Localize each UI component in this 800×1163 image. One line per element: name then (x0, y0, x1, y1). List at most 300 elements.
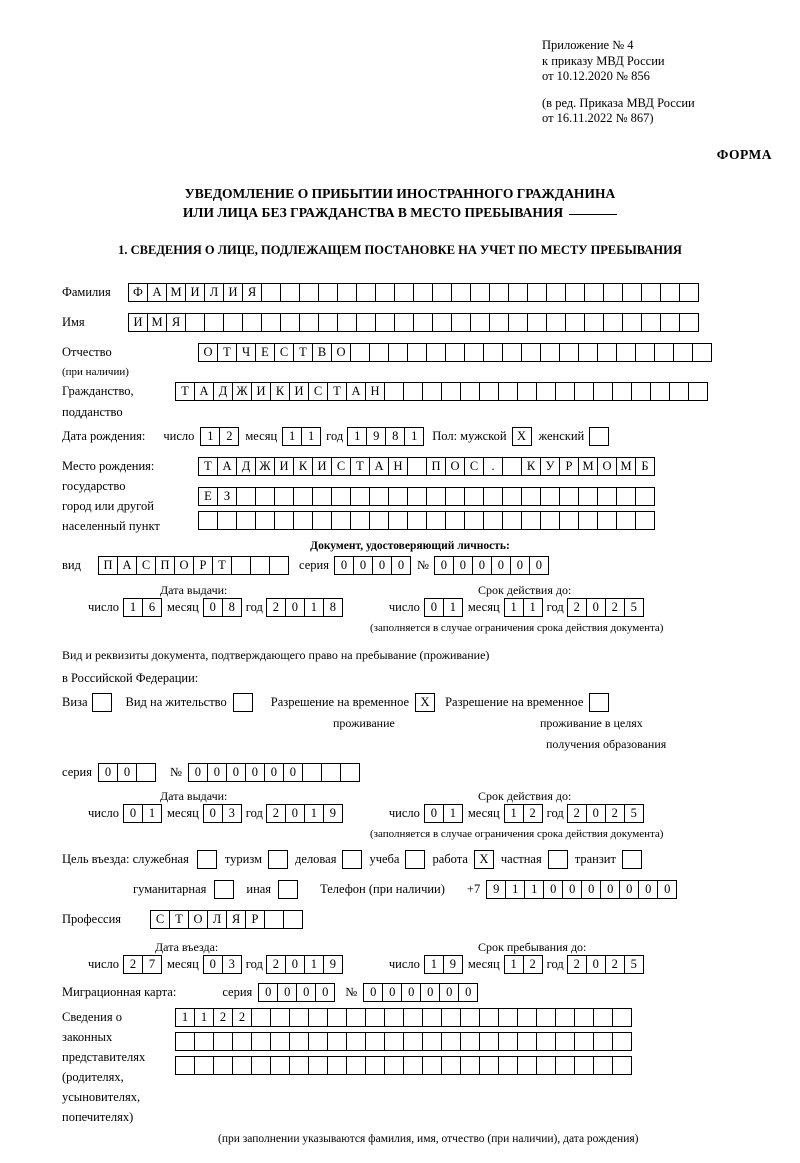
char-cell[interactable] (388, 343, 408, 362)
char-cell[interactable] (578, 487, 598, 506)
char-cell[interactable] (407, 511, 427, 530)
char-cell[interactable] (289, 1032, 309, 1051)
char-cell[interactable]: 3 (222, 955, 242, 974)
char-cell[interactable] (692, 343, 712, 362)
char-cell[interactable] (403, 1008, 423, 1027)
char-cell[interactable] (464, 343, 484, 362)
char-cell[interactable] (384, 1056, 404, 1075)
char-cell[interactable]: 1 (194, 1008, 214, 1027)
char-cell[interactable]: 9 (323, 804, 343, 823)
char-cell[interactable]: 7 (142, 955, 162, 974)
char-cell[interactable] (388, 511, 408, 530)
char-cell[interactable]: В (312, 343, 332, 362)
char-cell[interactable]: 0 (472, 556, 492, 575)
char-cell[interactable] (321, 763, 341, 782)
input-citizenship[interactable] (175, 382, 708, 401)
char-cell[interactable] (175, 1056, 195, 1075)
char-cell[interactable]: 1 (301, 427, 321, 446)
char-cell[interactable]: К (293, 457, 313, 476)
char-cell[interactable]: О (198, 343, 218, 362)
char-cell[interactable] (270, 1056, 290, 1075)
char-cell[interactable]: А (194, 382, 214, 401)
char-cell[interactable] (356, 313, 376, 332)
char-cell[interactable]: 1 (282, 427, 302, 446)
char-cell[interactable] (236, 511, 256, 530)
char-cell[interactable] (536, 1056, 556, 1075)
char-cell[interactable]: 1 (524, 880, 544, 899)
char-cell[interactable]: 0 (391, 556, 411, 575)
char-cell[interactable] (299, 283, 319, 302)
char-cell[interactable] (612, 1032, 632, 1051)
checkbox-purpose-transit[interactable] (622, 850, 642, 869)
char-cell[interactable] (236, 487, 256, 506)
char-cell[interactable]: 0 (264, 763, 284, 782)
char-cell[interactable] (612, 382, 632, 401)
char-cell[interactable]: О (445, 457, 465, 476)
char-cell[interactable] (432, 313, 452, 332)
char-cell[interactable]: Я (226, 910, 246, 929)
char-cell[interactable] (318, 313, 338, 332)
char-cell[interactable]: 0 (543, 880, 563, 899)
checkbox-edu-residence[interactable] (589, 693, 609, 712)
char-cell[interactable] (232, 1032, 252, 1051)
char-cell[interactable]: 0 (207, 763, 227, 782)
char-cell[interactable]: Ф (128, 283, 148, 302)
char-cell[interactable]: 1 (304, 955, 324, 974)
char-cell[interactable]: Л (204, 283, 224, 302)
char-cell[interactable]: П (98, 556, 118, 575)
char-cell[interactable]: 1 (443, 598, 463, 617)
char-cell[interactable] (312, 487, 332, 506)
char-cell[interactable] (635, 343, 655, 362)
char-cell[interactable] (536, 1032, 556, 1051)
checkbox-purpose-humanitarian[interactable] (214, 880, 234, 899)
checkbox-temp-residence[interactable]: Х (415, 693, 435, 712)
char-cell[interactable] (261, 283, 281, 302)
char-cell[interactable]: 2 (266, 598, 286, 617)
char-cell[interactable]: Н (365, 382, 385, 401)
char-cell[interactable]: Т (217, 343, 237, 362)
input-doc-valid-month[interactable] (504, 598, 543, 617)
char-cell[interactable] (441, 1008, 461, 1027)
input-migration-number[interactable] (363, 983, 478, 1002)
input-birth-day[interactable] (200, 427, 239, 446)
input-doc-issue-year[interactable] (266, 598, 343, 617)
char-cell[interactable] (502, 343, 522, 362)
char-cell[interactable] (451, 313, 471, 332)
char-cell[interactable] (479, 1032, 499, 1051)
char-cell[interactable]: 0 (188, 763, 208, 782)
char-cell[interactable]: Я (166, 313, 186, 332)
char-cell[interactable]: 1 (505, 880, 525, 899)
char-cell[interactable]: Я (242, 283, 262, 302)
char-cell[interactable] (622, 283, 642, 302)
char-cell[interactable] (270, 1008, 290, 1027)
char-cell[interactable] (384, 382, 404, 401)
char-cell[interactable]: 2 (523, 955, 543, 974)
char-cell[interactable]: Р (193, 556, 213, 575)
char-cell[interactable]: И (251, 382, 271, 401)
char-cell[interactable] (280, 313, 300, 332)
input-doc-issue-day[interactable] (123, 598, 162, 617)
char-cell[interactable] (175, 1032, 195, 1051)
checkbox-visa[interactable] (92, 693, 112, 712)
char-cell[interactable]: 0 (491, 556, 511, 575)
input-doc-number[interactable] (434, 556, 549, 575)
char-cell[interactable] (540, 343, 560, 362)
char-cell[interactable] (483, 487, 503, 506)
input-legal-rep-row2[interactable] (175, 1032, 632, 1051)
char-cell[interactable] (407, 487, 427, 506)
char-cell[interactable]: 0 (315, 983, 335, 1002)
char-cell[interactable]: 1 (404, 427, 424, 446)
char-cell[interactable]: 8 (323, 598, 343, 617)
char-cell[interactable] (483, 511, 503, 530)
char-cell[interactable]: 1 (200, 427, 220, 446)
char-cell[interactable] (593, 1056, 613, 1075)
char-cell[interactable]: Д (236, 457, 256, 476)
checkbox-purpose-business[interactable] (342, 850, 362, 869)
char-cell[interactable] (255, 487, 275, 506)
checkbox-purpose-other[interactable] (278, 880, 298, 899)
char-cell[interactable]: Ж (255, 457, 275, 476)
input-patronymic[interactable] (198, 343, 712, 362)
char-cell[interactable] (422, 1032, 442, 1051)
input-entry-year[interactable] (266, 955, 343, 974)
char-cell[interactable]: Е (255, 343, 275, 362)
char-cell[interactable]: 0 (203, 598, 223, 617)
char-cell[interactable]: 0 (353, 556, 373, 575)
char-cell[interactable]: 9 (443, 955, 463, 974)
input-permit-valid-month[interactable] (504, 804, 543, 823)
char-cell[interactable] (464, 487, 484, 506)
checkbox-sex-female[interactable] (589, 427, 609, 446)
char-cell[interactable]: М (616, 457, 636, 476)
char-cell[interactable]: С (274, 343, 294, 362)
char-cell[interactable] (289, 1008, 309, 1027)
char-cell[interactable] (369, 343, 389, 362)
char-cell[interactable] (527, 283, 547, 302)
char-cell[interactable] (232, 1056, 252, 1075)
char-cell[interactable] (635, 511, 655, 530)
char-cell[interactable] (308, 1032, 328, 1051)
char-cell[interactable]: 0 (258, 983, 278, 1002)
char-cell[interactable] (527, 313, 547, 332)
char-cell[interactable]: 2 (266, 804, 286, 823)
char-cell[interactable]: А (147, 283, 167, 302)
char-cell[interactable] (574, 382, 594, 401)
char-cell[interactable]: 2 (523, 804, 543, 823)
char-cell[interactable]: 1 (504, 598, 524, 617)
char-cell[interactable] (255, 511, 275, 530)
char-cell[interactable] (365, 1056, 385, 1075)
char-cell[interactable] (302, 763, 322, 782)
char-cell[interactable] (536, 382, 556, 401)
char-cell[interactable] (654, 343, 674, 362)
checkbox-sex-male[interactable]: Х (512, 427, 532, 446)
char-cell[interactable]: 1 (523, 598, 543, 617)
char-cell[interactable] (413, 313, 433, 332)
input-permit-number[interactable] (188, 763, 360, 782)
char-cell[interactable] (375, 313, 395, 332)
char-cell[interactable]: 0 (363, 983, 383, 1002)
char-cell[interactable]: 1 (443, 804, 463, 823)
char-cell[interactable] (308, 1008, 328, 1027)
char-cell[interactable]: 0 (98, 763, 118, 782)
input-permit-issue-month[interactable] (203, 804, 242, 823)
input-birth-month[interactable] (282, 427, 321, 446)
char-cell[interactable]: Л (207, 910, 227, 929)
input-phone[interactable] (486, 880, 677, 899)
char-cell[interactable]: Т (169, 910, 189, 929)
char-cell[interactable]: 2 (605, 804, 625, 823)
char-cell[interactable] (274, 487, 294, 506)
char-cell[interactable] (578, 343, 598, 362)
char-cell[interactable]: С (464, 457, 484, 476)
char-cell[interactable] (622, 313, 642, 332)
char-cell[interactable] (635, 487, 655, 506)
char-cell[interactable]: 0 (510, 556, 530, 575)
char-cell[interactable] (559, 487, 579, 506)
input-doc-kind[interactable] (98, 556, 289, 575)
char-cell[interactable]: 1 (347, 427, 367, 446)
char-cell[interactable] (517, 382, 537, 401)
char-cell[interactable]: 5 (624, 598, 644, 617)
char-cell[interactable] (502, 487, 522, 506)
char-cell[interactable] (403, 1032, 423, 1051)
char-cell[interactable]: 0 (453, 556, 473, 575)
char-cell[interactable]: 0 (581, 880, 601, 899)
char-cell[interactable] (641, 283, 661, 302)
char-cell[interactable] (337, 313, 357, 332)
char-cell[interactable]: Б (635, 457, 655, 476)
char-cell[interactable]: Т (212, 556, 232, 575)
char-cell[interactable]: 9 (486, 880, 506, 899)
char-cell[interactable]: И (128, 313, 148, 332)
char-cell[interactable] (394, 283, 414, 302)
char-cell[interactable] (384, 1008, 404, 1027)
char-cell[interactable]: 0 (203, 804, 223, 823)
checkbox-purpose-service[interactable] (197, 850, 217, 869)
char-cell[interactable] (217, 511, 237, 530)
char-cell[interactable] (269, 556, 289, 575)
input-legal-rep-row1[interactable] (175, 1008, 632, 1027)
char-cell[interactable] (546, 283, 566, 302)
char-cell[interactable] (340, 763, 360, 782)
char-cell[interactable] (432, 283, 452, 302)
char-cell[interactable]: О (188, 910, 208, 929)
char-cell[interactable]: 0 (638, 880, 658, 899)
char-cell[interactable] (270, 1032, 290, 1051)
char-cell[interactable]: 1 (504, 955, 524, 974)
char-cell[interactable]: . (483, 457, 503, 476)
char-cell[interactable]: 8 (222, 598, 242, 617)
char-cell[interactable] (136, 763, 156, 782)
input-surname[interactable] (128, 283, 699, 302)
char-cell[interactable]: 0 (296, 983, 316, 1002)
char-cell[interactable] (369, 511, 389, 530)
char-cell[interactable]: А (117, 556, 137, 575)
char-cell[interactable]: А (369, 457, 389, 476)
char-cell[interactable]: 9 (366, 427, 386, 446)
char-cell[interactable] (688, 382, 708, 401)
char-cell[interactable]: С (308, 382, 328, 401)
char-cell[interactable]: С (150, 910, 170, 929)
char-cell[interactable] (413, 283, 433, 302)
char-cell[interactable]: 0 (458, 983, 478, 1002)
char-cell[interactable] (502, 511, 522, 530)
char-cell[interactable] (204, 313, 224, 332)
char-cell[interactable] (388, 487, 408, 506)
char-cell[interactable] (194, 1032, 214, 1051)
char-cell[interactable]: 0 (420, 983, 440, 1002)
char-cell[interactable] (603, 283, 623, 302)
char-cell[interactable]: З (217, 487, 237, 506)
char-cell[interactable]: 0 (123, 804, 143, 823)
char-cell[interactable]: А (217, 457, 237, 476)
char-cell[interactable] (394, 313, 414, 332)
char-cell[interactable] (669, 382, 689, 401)
char-cell[interactable] (574, 1032, 594, 1051)
char-cell[interactable] (521, 511, 541, 530)
char-cell[interactable]: Н (388, 457, 408, 476)
char-cell[interactable]: 5 (624, 955, 644, 974)
input-doc-valid-year[interactable] (567, 598, 644, 617)
char-cell[interactable]: Р (559, 457, 579, 476)
char-cell[interactable]: 0 (285, 955, 305, 974)
char-cell[interactable]: 0 (226, 763, 246, 782)
char-cell[interactable]: И (289, 382, 309, 401)
char-cell[interactable] (673, 343, 693, 362)
char-cell[interactable]: О (174, 556, 194, 575)
input-doc-valid-day[interactable] (424, 598, 463, 617)
char-cell[interactable]: 6 (142, 598, 162, 617)
char-cell[interactable] (283, 910, 303, 929)
input-stay-month[interactable] (504, 955, 543, 974)
input-stay-year[interactable] (567, 955, 644, 974)
char-cell[interactable] (679, 283, 699, 302)
char-cell[interactable]: 0 (657, 880, 677, 899)
char-cell[interactable] (250, 556, 270, 575)
char-cell[interactable] (293, 487, 313, 506)
char-cell[interactable] (489, 313, 509, 332)
char-cell[interactable] (593, 382, 613, 401)
input-birth-state[interactable] (198, 457, 655, 476)
char-cell[interactable] (350, 511, 370, 530)
char-cell[interactable]: К (521, 457, 541, 476)
char-cell[interactable] (565, 283, 585, 302)
char-cell[interactable]: К (270, 382, 290, 401)
input-permit-valid-day[interactable] (424, 804, 463, 823)
char-cell[interactable] (331, 487, 351, 506)
char-cell[interactable] (660, 313, 680, 332)
char-cell[interactable] (384, 1032, 404, 1051)
char-cell[interactable]: 0 (285, 598, 305, 617)
char-cell[interactable]: 0 (562, 880, 582, 899)
char-cell[interactable] (308, 1056, 328, 1075)
char-cell[interactable] (185, 313, 205, 332)
char-cell[interactable]: 0 (401, 983, 421, 1002)
char-cell[interactable]: 1 (304, 598, 324, 617)
char-cell[interactable] (593, 1008, 613, 1027)
char-cell[interactable] (521, 487, 541, 506)
char-cell[interactable]: 0 (283, 763, 303, 782)
char-cell[interactable]: П (426, 457, 446, 476)
input-name[interactable] (128, 313, 699, 332)
char-cell[interactable] (426, 343, 446, 362)
char-cell[interactable] (441, 1056, 461, 1075)
char-cell[interactable]: И (223, 283, 243, 302)
char-cell[interactable] (422, 1008, 442, 1027)
char-cell[interactable]: 0 (277, 983, 297, 1002)
char-cell[interactable] (555, 1056, 575, 1075)
char-cell[interactable]: М (147, 313, 167, 332)
char-cell[interactable] (251, 1032, 271, 1051)
char-cell[interactable]: 0 (600, 880, 620, 899)
char-cell[interactable] (289, 1056, 309, 1075)
char-cell[interactable]: 1 (123, 598, 143, 617)
char-cell[interactable] (540, 487, 560, 506)
char-cell[interactable]: 2 (605, 598, 625, 617)
char-cell[interactable] (242, 313, 262, 332)
char-cell[interactable]: Е (198, 487, 218, 506)
char-cell[interactable] (251, 1008, 271, 1027)
input-permit-issue-year[interactable] (266, 804, 343, 823)
char-cell[interactable] (498, 382, 518, 401)
input-birth-city-row1[interactable] (198, 487, 655, 506)
char-cell[interactable] (365, 1032, 385, 1051)
char-cell[interactable] (451, 283, 471, 302)
char-cell[interactable] (555, 1032, 575, 1051)
char-cell[interactable] (508, 283, 528, 302)
char-cell[interactable]: Т (175, 382, 195, 401)
char-cell[interactable]: Д (213, 382, 233, 401)
char-cell[interactable]: 0 (372, 556, 392, 575)
checkbox-purpose-work[interactable]: Х (474, 850, 494, 869)
char-cell[interactable] (612, 1056, 632, 1075)
char-cell[interactable]: 2 (266, 955, 286, 974)
char-cell[interactable] (616, 343, 636, 362)
char-cell[interactable]: 9 (323, 955, 343, 974)
char-cell[interactable] (460, 382, 480, 401)
char-cell[interactable] (597, 487, 617, 506)
char-cell[interactable] (318, 283, 338, 302)
char-cell[interactable]: 0 (424, 804, 444, 823)
char-cell[interactable] (616, 487, 636, 506)
input-migration-series[interactable] (258, 983, 335, 1002)
input-profession[interactable] (150, 910, 303, 929)
input-permit-series[interactable] (98, 763, 156, 782)
char-cell[interactable] (445, 487, 465, 506)
char-cell[interactable] (213, 1032, 233, 1051)
char-cell[interactable]: М (166, 283, 186, 302)
char-cell[interactable] (375, 283, 395, 302)
char-cell[interactable] (536, 1008, 556, 1027)
char-cell[interactable] (641, 313, 661, 332)
char-cell[interactable] (517, 1008, 537, 1027)
char-cell[interactable] (299, 313, 319, 332)
checkbox-purpose-tourism[interactable] (268, 850, 288, 869)
char-cell[interactable] (407, 343, 427, 362)
char-cell[interactable] (251, 1056, 271, 1075)
char-cell[interactable]: Т (293, 343, 313, 362)
char-cell[interactable] (312, 511, 332, 530)
char-cell[interactable] (517, 1056, 537, 1075)
char-cell[interactable] (470, 313, 490, 332)
char-cell[interactable] (660, 283, 680, 302)
char-cell[interactable] (346, 1032, 366, 1051)
char-cell[interactable]: 0 (586, 955, 606, 974)
